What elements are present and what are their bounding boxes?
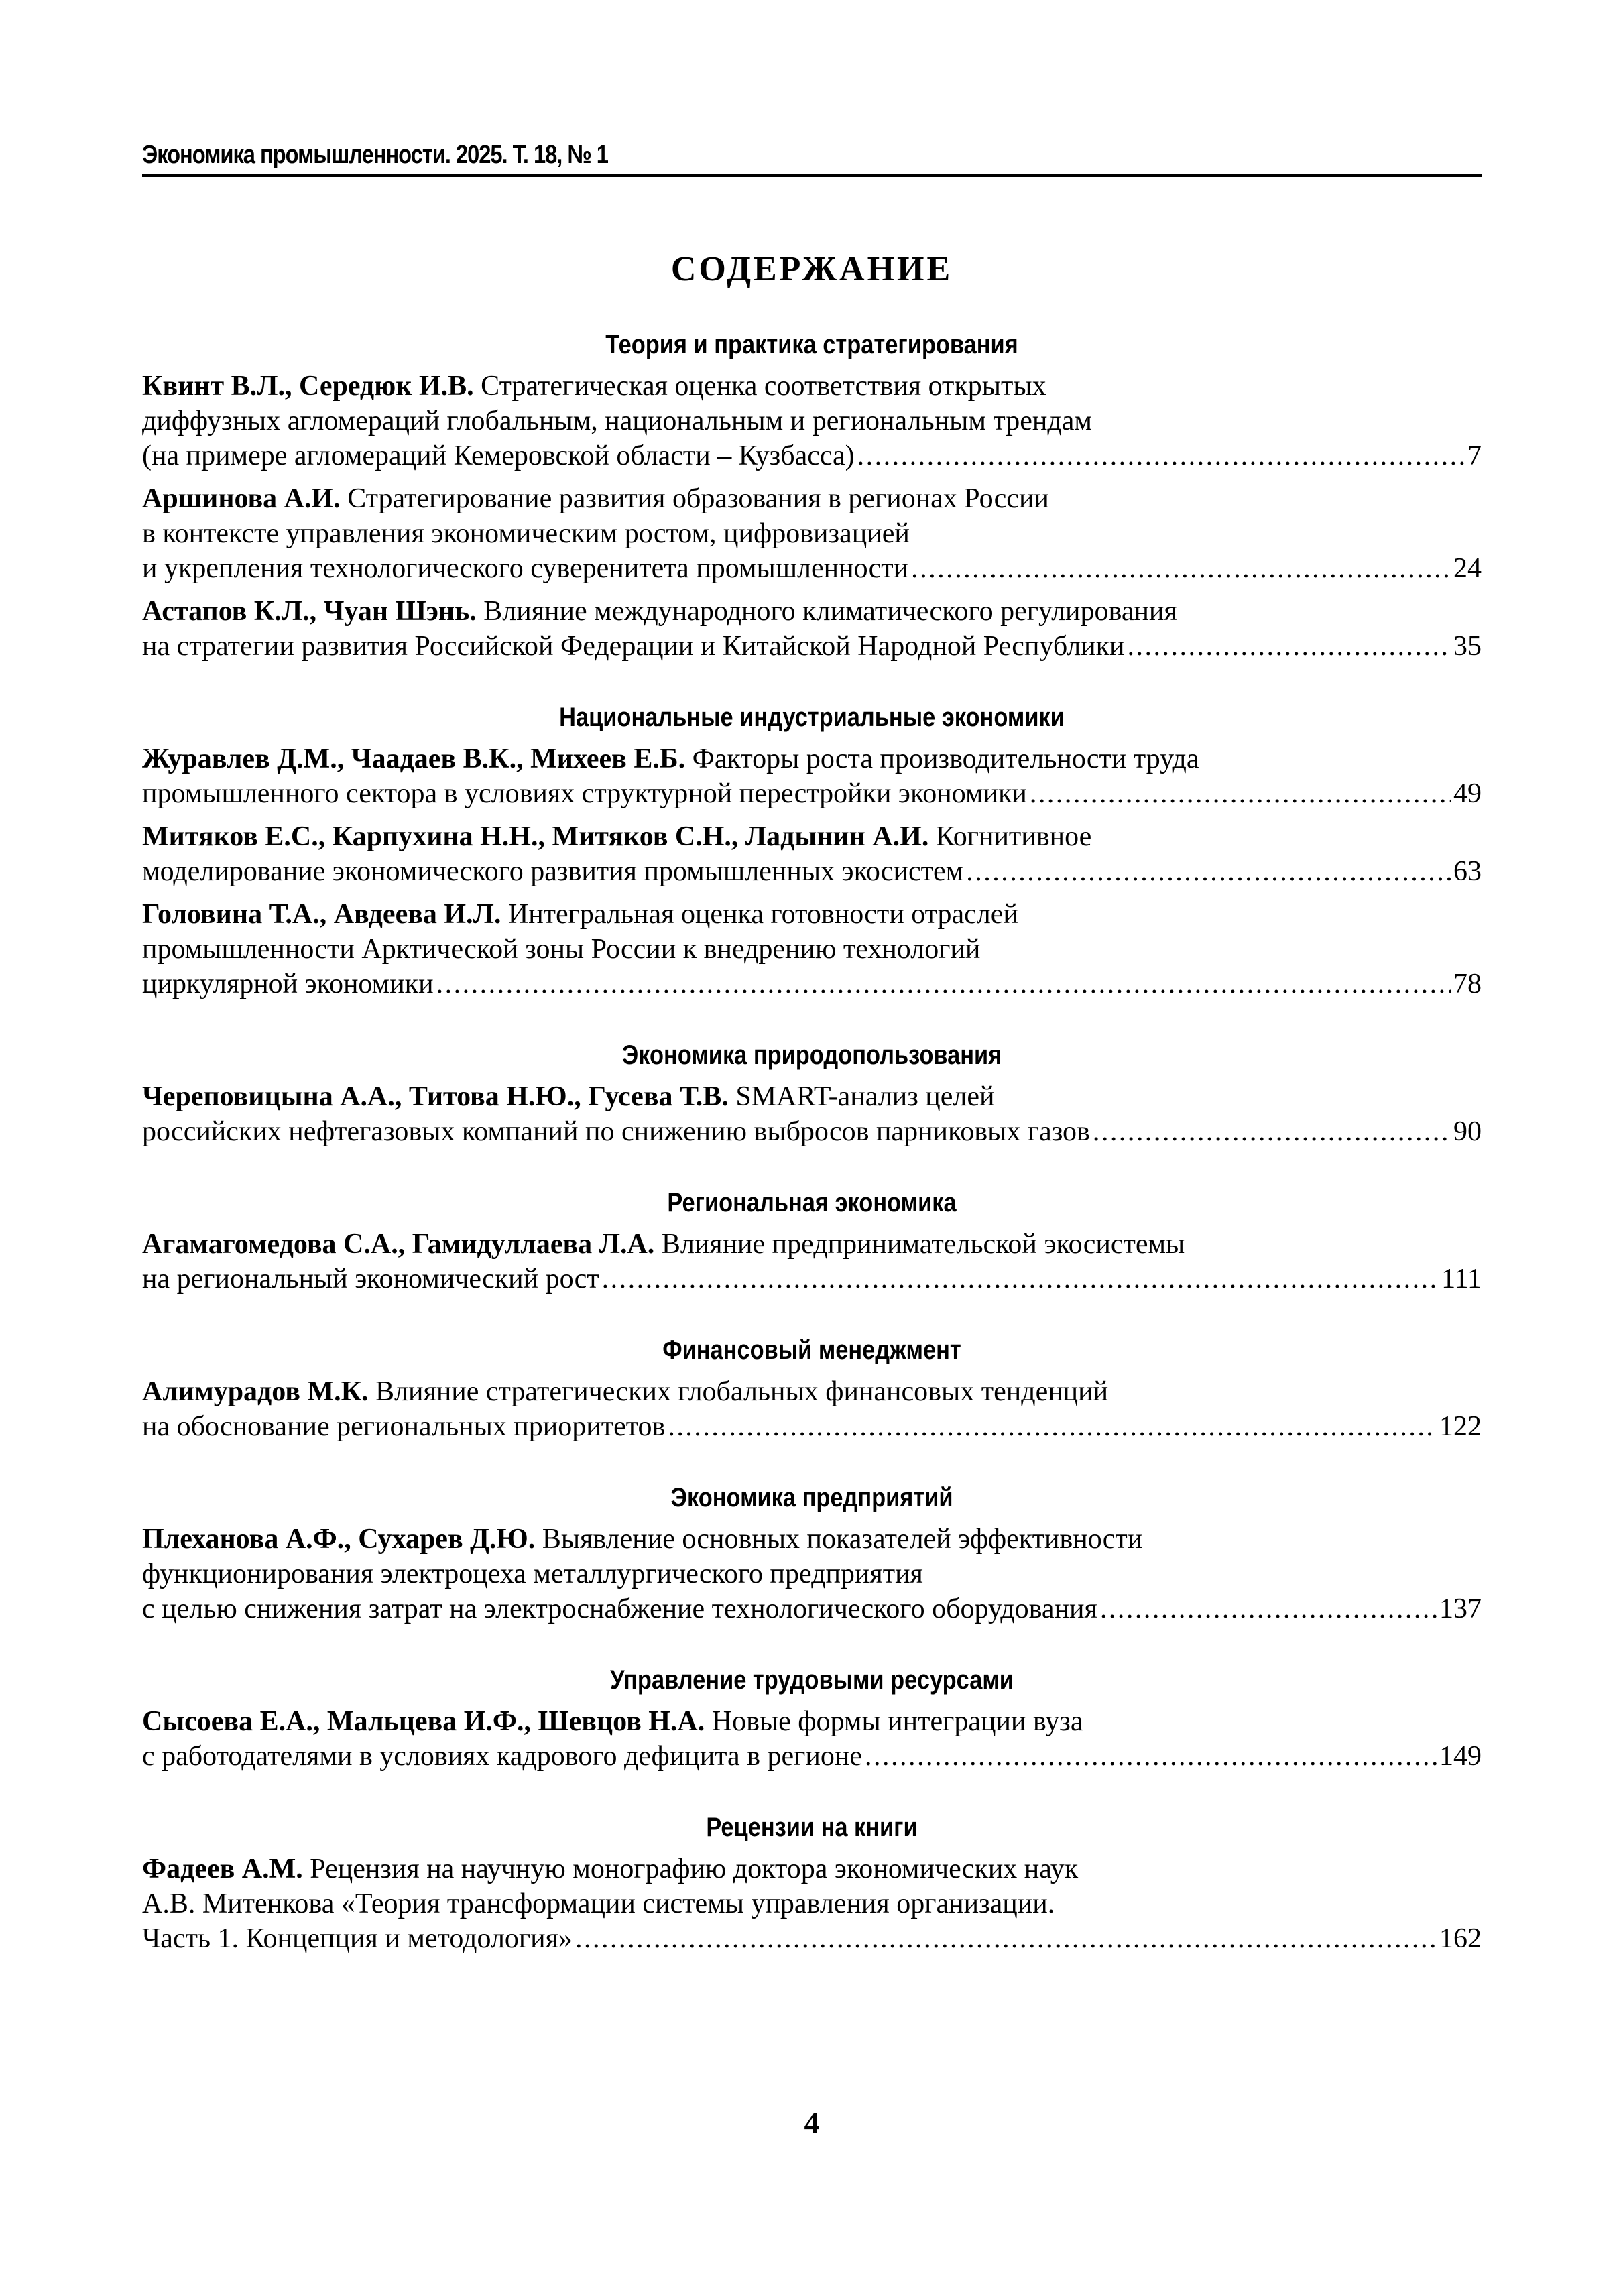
entry-page-number[interactable]: 111 (1441, 1264, 1482, 1294)
entry-title-line: промышленного сектора в условиях структурной перестройки экономики (142, 778, 1027, 809)
dot-leader (911, 551, 1451, 586)
dot-leader (1100, 1591, 1437, 1626)
entry-title-line: Выявление основных показателей эффективности (542, 1524, 1143, 1555)
entry-text (142, 1852, 1078, 1886)
toc-entry-line (142, 1262, 1482, 1296)
toc-entry-line (142, 897, 1482, 932)
toc-entry-line (142, 854, 1482, 889)
toc-entry-line (142, 404, 1482, 438)
entry-authors: Журавлев Д.М., Чаадаев В.К., Михеев Е.Б. (142, 743, 686, 774)
entry-title-line: Влияние международного климатического регулирования (483, 596, 1177, 627)
section-spacer (142, 672, 1482, 699)
entry-title-line: моделирование экономического развития промышленных экосистем (142, 856, 964, 887)
entry-text (142, 1409, 665, 1444)
toc-entry-line (142, 776, 1482, 811)
toc-entry-line (142, 1739, 1482, 1774)
toc-entry-line (142, 1522, 1482, 1557)
dot-leader (436, 967, 1451, 1002)
toc-entry-line (142, 1886, 1482, 1921)
section-title: Экономика предприятий (670, 1483, 953, 1512)
dot-leader (575, 1921, 1437, 1956)
section-spacer (142, 1634, 1482, 1661)
entry-page-number[interactable]: 149 (1439, 1741, 1482, 1772)
toc-title: СОДЕРЖАНИЕ (670, 250, 953, 288)
section-spacer (142, 1452, 1482, 1479)
toc-entry-line (142, 629, 1482, 664)
toc-entry[interactable] (142, 1852, 1482, 1956)
entry-text (142, 1739, 862, 1774)
toc-section (142, 1809, 1482, 1956)
entry-text (142, 1591, 1097, 1626)
entry-authors: Митяков Е.С., Карпухина Н.Н., Митяков С.Н., Ладынин А.И. (142, 821, 929, 852)
toc-entry-line (142, 1374, 1482, 1409)
toc-entry[interactable] (142, 741, 1482, 811)
entry-authors: Фадеев А.М. (142, 1854, 303, 1884)
entry-title-line: Новые формы интеграции вуза (711, 1706, 1083, 1737)
entry-title-line: Интегральная оценка готовности отраслей (507, 899, 1018, 930)
dot-leader (865, 1739, 1437, 1774)
entry-title-line: Часть 1. Концепция и методология» (142, 1923, 573, 1954)
section-title: Рецензии на книги (706, 1813, 918, 1842)
section-spacer (142, 1157, 1482, 1184)
entry-page-number[interactable]: 35 (1453, 631, 1482, 662)
entry-text (142, 1557, 923, 1591)
entry-text (142, 1262, 599, 1296)
toc-entry-line (142, 551, 1482, 586)
header-rule (142, 174, 1482, 177)
section-title: Теория и практика стратегирования (605, 330, 1018, 359)
entry-title-line: (на примере агломераций Кемеровской области – Кузбасса) (142, 440, 855, 471)
entry-authors: Плеханова А.Ф., Сухарев Д.Ю. (142, 1524, 536, 1555)
toc-entry-line (142, 481, 1482, 516)
dot-leader (1128, 629, 1451, 664)
toc-entry-line (142, 932, 1482, 967)
entry-title-line: циркулярной экономики (142, 969, 434, 1000)
entry-title-line: Стратегирование развития образования в регионах России (347, 483, 1049, 514)
table-of-contents (142, 326, 1482, 1964)
toc-entry-line (142, 819, 1482, 854)
entry-text (142, 932, 980, 967)
entry-text (142, 481, 1049, 516)
section-spacer (142, 1305, 1482, 1331)
entry-text (142, 1704, 1083, 1739)
toc-entry-line (142, 1079, 1482, 1114)
entry-page-number[interactable]: 90 (1453, 1116, 1482, 1147)
entry-page-number[interactable]: 49 (1453, 778, 1482, 809)
toc-entry-line (142, 594, 1482, 629)
toc-entry[interactable] (142, 1704, 1482, 1774)
toc-entry[interactable] (142, 1522, 1482, 1626)
toc-entry-line (142, 1704, 1482, 1739)
dot-leader (966, 854, 1451, 889)
toc-section (142, 1331, 1482, 1444)
toc-section (142, 1479, 1482, 1626)
toc-entry-line (142, 369, 1482, 404)
toc-entry-line (142, 1921, 1482, 1956)
entry-title-line: Стратегическая оценка соответствия открытых (481, 371, 1046, 402)
toc-entry-line (142, 741, 1482, 776)
toc-section (142, 326, 1482, 664)
entry-text (142, 438, 855, 473)
toc-entry-line (142, 1409, 1482, 1444)
entry-title-line: функционирования электроцеха металлургического предприятия (142, 1559, 923, 1589)
entry-text (142, 551, 908, 586)
toc-entry-line (142, 1591, 1482, 1626)
toc-entry-line (142, 1557, 1482, 1591)
toc-entry[interactable] (142, 369, 1482, 473)
entry-title-line: с целью снижения затрат на электроснабжение технологического оборудования (142, 1593, 1097, 1624)
entry-text (142, 819, 1091, 854)
entry-title-line: SMART-анализ целей (735, 1081, 995, 1112)
entry-text (142, 1079, 995, 1114)
running-head: Экономика промышленности. 2025. Т. 18, № 1 (142, 141, 608, 169)
page-number: 4 (804, 2106, 820, 2140)
dot-leader (1030, 776, 1451, 811)
entry-title-line: Факторы роста производительности труда (692, 743, 1199, 774)
entry-text (142, 741, 1199, 776)
toc-entry-line (142, 516, 1482, 551)
entry-text (142, 369, 1046, 404)
entry-page-number[interactable]: 78 (1453, 969, 1482, 1000)
entry-page-number[interactable]: 7 (1467, 440, 1482, 471)
toc-section (142, 1036, 1482, 1149)
dot-leader (668, 1409, 1437, 1444)
section-title: Региональная экономика (667, 1188, 957, 1217)
entry-title-line: Когнитивное (935, 821, 1092, 852)
entry-title-line: А.В. Митенкова «Теория трансформации системы управления организации. (142, 1888, 1055, 1919)
entry-title-line: на стратегии развития Российской Федерации и Китайской Народной Республики (142, 631, 1125, 662)
section-title: Управление трудовыми ресурсами (610, 1665, 1014, 1695)
toc-entry[interactable] (142, 1374, 1482, 1444)
toc-entry[interactable] (142, 819, 1482, 889)
entry-title-line: Рецензия на научную монографию доктора экономических наук (310, 1854, 1079, 1884)
entry-authors: Череповицына А.А., Титова Н.Ю., Гусева Т.В. (142, 1081, 729, 1112)
entry-title-line: на региональный экономический рост (142, 1264, 599, 1294)
dot-leader (857, 438, 1465, 473)
entry-title-line: на обоснование региональных приоритетов (142, 1411, 666, 1442)
section-title: Финансовый менеджмент (662, 1335, 961, 1365)
entry-text (142, 1374, 1108, 1409)
toc-entry[interactable] (142, 481, 1482, 586)
toc-entry-line (142, 438, 1482, 473)
entry-text (142, 1227, 1185, 1262)
toc-entry-line (142, 1227, 1482, 1262)
entry-page-number[interactable]: 162 (1439, 1923, 1482, 1954)
section-title: Национальные индустриальные экономики (559, 703, 1065, 732)
entry-title-line: с работодателями в условиях кадрового дефицита в регионе (142, 1741, 862, 1772)
toc-entry[interactable] (142, 1079, 1482, 1149)
entry-authors: Астапов К.Л., Чуан Шэнь. (142, 596, 477, 627)
entry-text (142, 967, 434, 1002)
entry-title-line: и укрепления технологического суверенитета промышленности (142, 553, 909, 584)
toc-entry[interactable] (142, 594, 1482, 664)
entry-text (142, 516, 910, 551)
entry-text (142, 1886, 1055, 1921)
entry-authors: Головина Т.А., Авдеева И.Л. (142, 899, 501, 930)
entry-title-line: диффузных агломераций глобальным, национальным и региональным трендам (142, 406, 1092, 436)
toc-entry-line (142, 967, 1482, 1002)
entry-text (142, 1921, 573, 1956)
entry-page-number[interactable]: 122 (1439, 1411, 1482, 1442)
entry-authors: Аршинова А.И. (142, 483, 341, 514)
entry-text (142, 1114, 1090, 1149)
entry-text (142, 404, 1092, 438)
entry-text (142, 897, 1018, 932)
entry-title-line: Влияние стратегических глобальных финансовых тенденций (375, 1376, 1109, 1407)
entry-text (142, 1522, 1142, 1557)
entry-title-line: российских нефтегазовых компаний по снижению выбросов парниковых газов (142, 1116, 1090, 1147)
entry-text (142, 594, 1177, 629)
entry-authors: Квинт В.Л., Середюк И.В. (142, 371, 474, 402)
toc-section (142, 699, 1482, 1002)
entry-authors: Алимурадов М.К. (142, 1376, 369, 1407)
entry-page-number[interactable]: 24 (1453, 553, 1482, 584)
entry-title-line: в контексте управления экономическим ростом, цифровизацией (142, 518, 910, 549)
entry-authors: Сысоева Е.А., Мальцева И.Ф., Шевцов Н.А. (142, 1706, 705, 1737)
entry-text (142, 854, 963, 889)
entry-text (142, 629, 1125, 664)
toc-entry-line (142, 1852, 1482, 1886)
entry-text (142, 776, 1027, 811)
entry-title-line: Влияние предпринимательской экосистемы (661, 1229, 1185, 1260)
dot-leader (1093, 1114, 1451, 1149)
entry-page-number[interactable]: 63 (1453, 856, 1482, 887)
entry-authors: Агамагомедова С.А., Гамидуллаева Л.А. (142, 1229, 655, 1260)
dot-leader (602, 1262, 1439, 1296)
toc-entry-line (142, 1114, 1482, 1149)
toc-section (142, 1661, 1482, 1774)
section-spacer (142, 1782, 1482, 1809)
toc-entry[interactable] (142, 1227, 1482, 1296)
section-title: Экономика природопользования (621, 1040, 1002, 1070)
entry-page-number[interactable]: 137 (1439, 1593, 1482, 1624)
toc-section (142, 1184, 1482, 1296)
entry-title-line: промышленности Арктической зоны России к внедрению технологий (142, 934, 981, 965)
section-spacer (142, 1010, 1482, 1036)
toc-entry[interactable] (142, 897, 1482, 1002)
